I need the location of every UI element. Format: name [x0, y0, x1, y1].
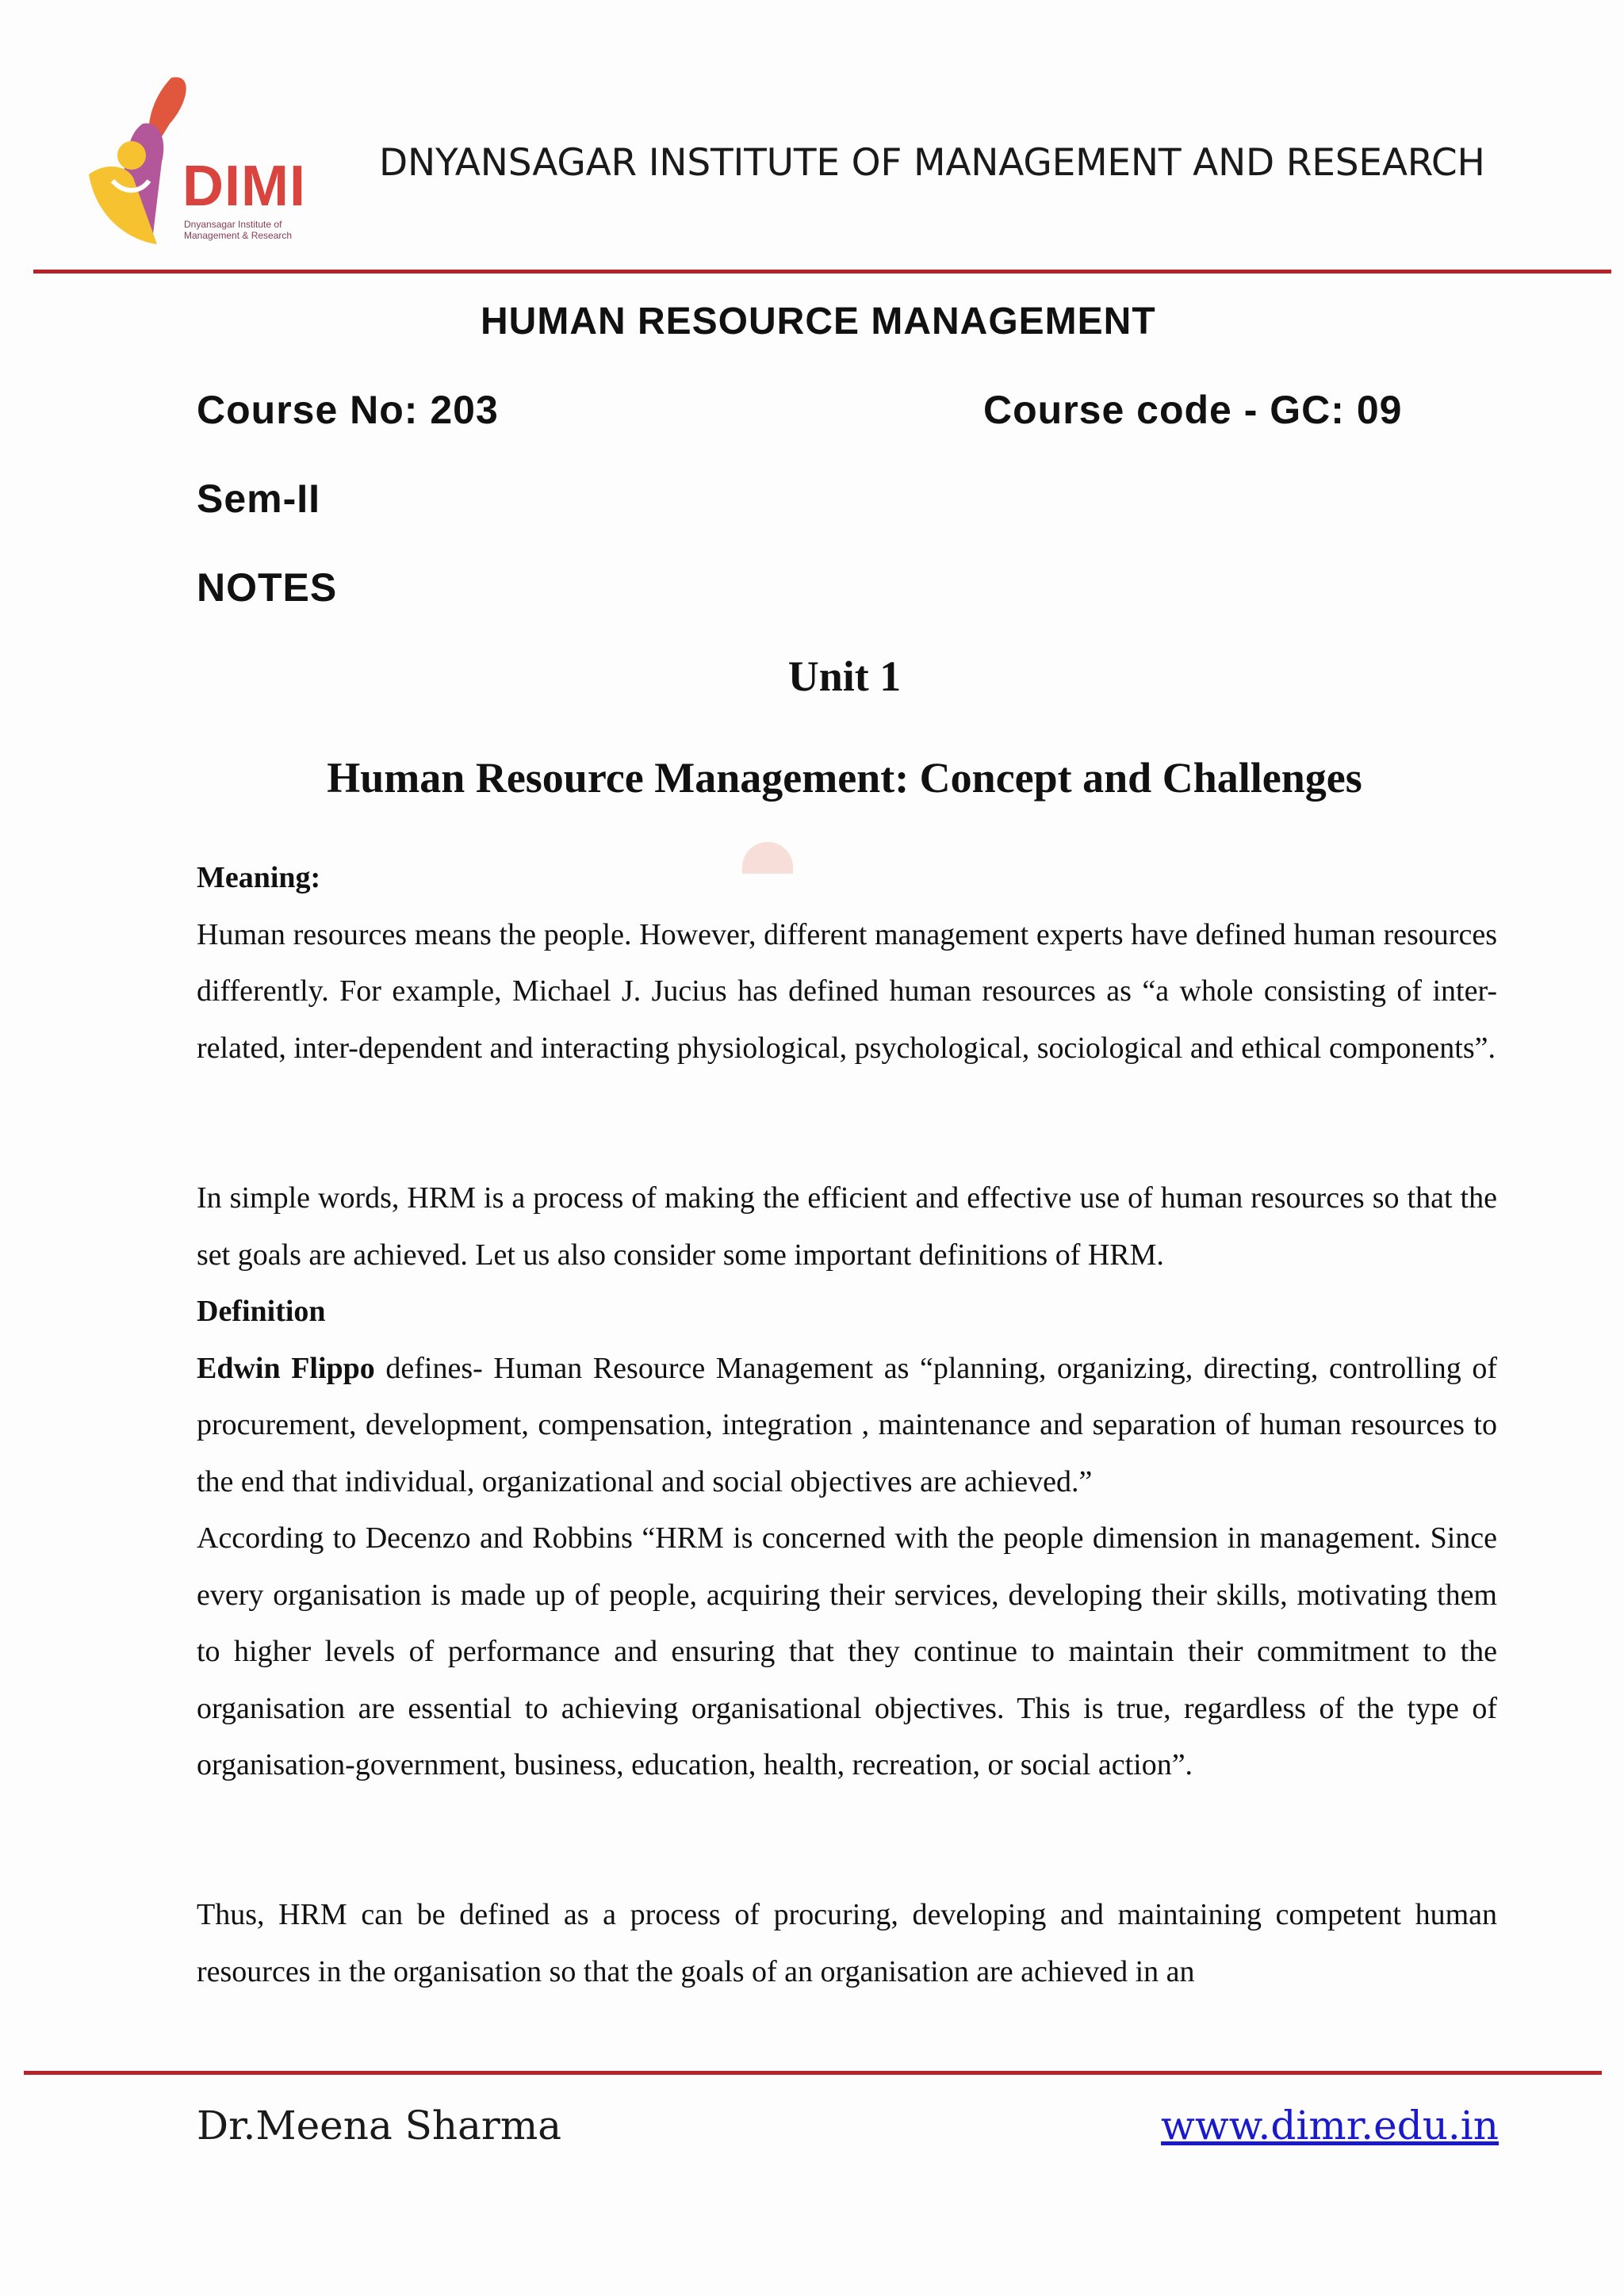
semester-label: Sem-II — [197, 476, 321, 521]
meaning-section — [197, 850, 1497, 1077]
footer-author: Dr.Meena Sharma — [197, 2103, 562, 2149]
subject-title: HUMAN RESOURCE MANAGEMENT — [481, 300, 1156, 342]
definition-section — [197, 1170, 1497, 1794]
course-number: Course No: 203 — [197, 388, 499, 432]
meaning-heading: Meaning: — [197, 861, 321, 894]
chapter-title: Human Resource Management: Concept and Challenges — [327, 754, 1362, 802]
course-code: Course code - GC: 09 — [983, 388, 1403, 432]
notes-label: NOTES — [197, 565, 338, 610]
flippo-text: defines- Human Resource Management as “planning, organizing, directing, controlling of procurement, development, compensation, integration , maintenance and separation of human resources to the end that individual, organizational and social objectives are achieved.” — [197, 1351, 1497, 1498]
decenzo-paragraph: According to Decenzo and Robbins “HRM is concerned with the people dimension in management. Since every organisation is made up of people, acquiring their services, developing their skills, motivating them to higher levels of performance and ensuring that they continue to maintain their commitment to the organisation are essential to achieving organisational objectives. This is true, regardless of the type of organisation-government, business, education, health, recreation, or social action”. — [197, 1521, 1497, 1781]
website-link[interactable]: www.dimr.edu.in — [1161, 2103, 1499, 2149]
simple-words-paragraph: In simple words, HRM is a process of making the efficient and effective use of human resources so that the set goals are achieved. Let us also consider some important definitions of HRM. — [197, 1181, 1497, 1272]
conclusion-section — [197, 1887, 1497, 2000]
definition-heading: Definition — [197, 1295, 326, 1328]
thus-paragraph: Thus, HRM can be defined as a process of procuring, developing and maintaining competent human resources in the organisation so that the goals of an organisation are achieved in an — [197, 1898, 1497, 1988]
footer-divider — [24, 2071, 1602, 2075]
dimi-logo — [76, 73, 306, 271]
flippo-paragraph — [197, 1341, 1497, 1511]
meaning-paragraph: Human resources means the people. However, different management experts have defined human resources differently. For example, Michael J. Jucius has defined human resources as “a whole consisting of inter-related, inter-dependent and interacting physiological, psychological, sociological and ethical components”. — [197, 917, 1497, 1065]
header-divider — [33, 270, 1611, 274]
logo-subtext: Dnyansagar Institute of Management & Research — [184, 219, 293, 241]
logo-wordmark: DIMI — [182, 155, 306, 218]
institute-name: DNYANSAGAR INSTITUTE OF MANAGEMENT AND RESEARCH — [379, 141, 1485, 185]
unit-heading: Unit 1 — [787, 652, 902, 700]
flippo-name: Edwin Flippo — [197, 1351, 375, 1385]
